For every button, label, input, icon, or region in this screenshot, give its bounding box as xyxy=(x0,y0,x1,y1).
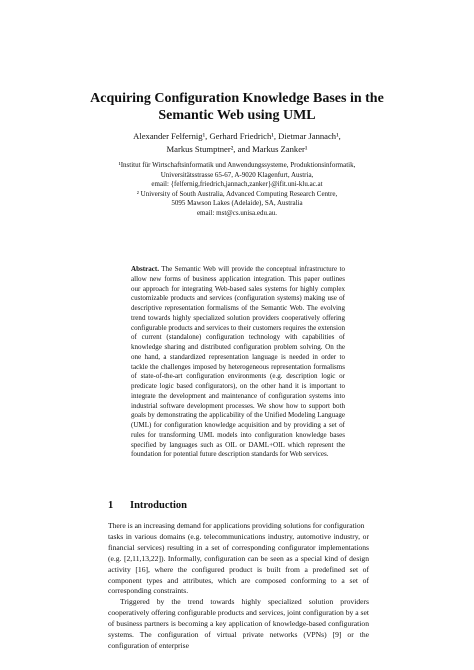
intro-paragraph-2: Triggered by the trend towards highly specialized solution providers cooperatively offering configurable products and services, joint configuration by a set of business partners is becoming a key application of knowledge-based configuration systems. The configuration of virtual private networks (VPNs) [9] or the configuration of enterprise xyxy=(108,597,369,650)
affiliation-line: ¹Institut für Wirtschaftsinformatik und Anwendungssysteme, Produktionsinformatik, xyxy=(118,161,356,169)
introduction-body xyxy=(108,521,369,652)
intro-paragraph-1-first-line: There is an increasing demand for applications providing solutions for configuration xyxy=(108,521,365,530)
affiliation-email: email: mst@cs.unisa.edu.au. xyxy=(196,208,278,217)
author-list xyxy=(60,130,414,156)
abstract-text: The Semantic Web will provide the conceptual infrastructure to allow new forms of business application integration. This paper outlines our approach for integrating Web-based sales systems for highly complex customizable products and services (configuration systems) making use of descriptive representation formalisms of the Semantic Web. The evolving trend towards highly specialized solution providers cooperatively offering configurable products and services to their customers requires the extension of current (standalone) configuration technology with capabilities of knowledge sharing and distributed configuration problem solving. On the one hand, a standardized representation language is needed in order to tackle the challenges imposed by heterogeneous representation formalisms of state-of-the-art configuration environments (e.g. description logic or predicate logic based configurators), on the other hand it is important to integrate the development and maintenance of configuration systems into industrial software development processes. We show how to support both goals by demonstrating the applicability of the Unified Modeling Language (UML) for configuration knowledge acquisition and by providing a set of rules for transforming UML models into configuration knowledge bases specified by languages such as OIL or DAML+OIL which represent the foundation for potential future description standards for Web services. xyxy=(131,265,345,459)
title-line-1: Acquiring Configuration Knowledge Bases in the xyxy=(90,91,384,106)
affiliation-email: email: {felfernig,friedrich,jannach,zanker}@ifit.uni-klu.ac.at xyxy=(151,180,323,189)
abstract-label: Abstract. xyxy=(131,265,159,273)
affiliations xyxy=(60,161,414,219)
affiliation-line: ² University of South Australia, Advanced Computing Research Centre, xyxy=(136,189,338,198)
section-heading xyxy=(108,499,408,512)
section-number: 1 xyxy=(108,500,114,511)
intro-paragraph-1 xyxy=(108,521,369,597)
paper-title xyxy=(60,90,414,124)
authors-line-2: Markus Stumptner², and Markus Zanker¹ xyxy=(166,144,308,154)
affiliation-line: 5095 Mawson Lakes (Adelaide), SA, Australia xyxy=(171,199,303,208)
affiliation-line: Universitätsstrasse 65-67, A-9020 Klagenfurt, Austria, xyxy=(160,170,314,179)
section-title: Introduction xyxy=(130,500,187,511)
authors-line-1: Alexander Felfernig¹, Gerhard Friedrich¹, Dietmar Jannach¹, xyxy=(133,131,341,141)
intro-paragraph-1-text: tasks in various domains (e.g. telecommunications industry, automotive industry, or financial services) resulting in a set of corresponding configurator implementations (e.g. [2,11,13,22]). Informally, configuration can be seen as a special kind of design activity [16], where the configured product is built from a predefined set of component types and attributes, which are composed conforming to a set of corresponding constraints. xyxy=(108,531,369,596)
abstract xyxy=(131,265,345,460)
title-line-2: Semantic Web using UML xyxy=(158,108,316,123)
